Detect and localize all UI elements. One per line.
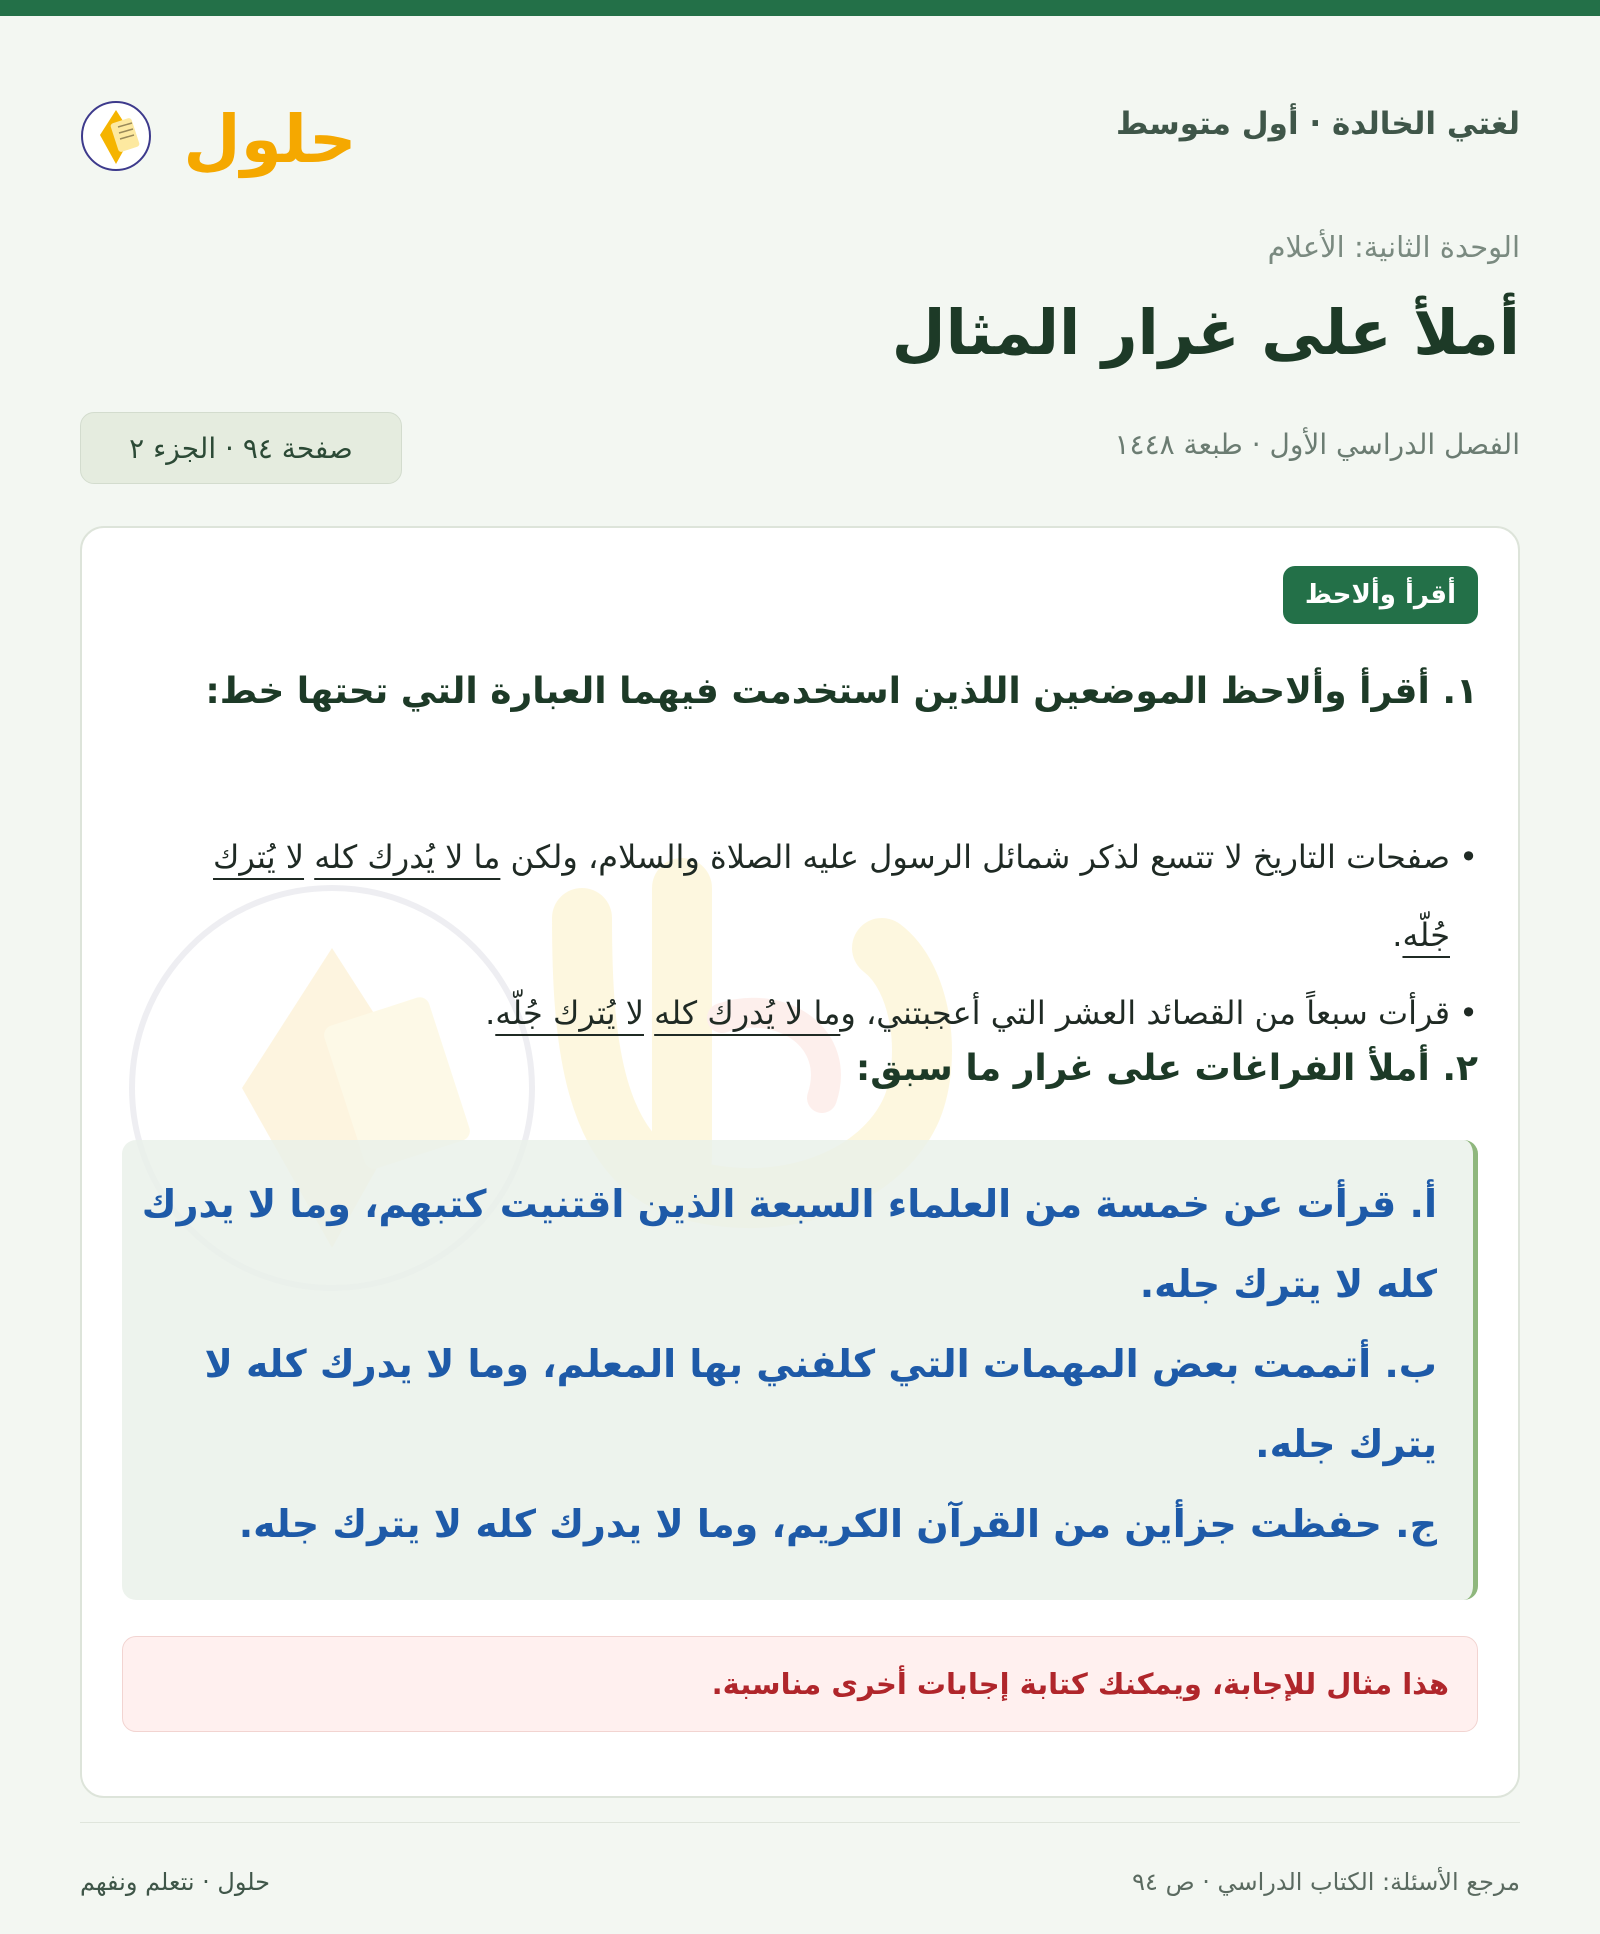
underlined-phrase: ما لا يُدرك كله	[654, 994, 841, 1032]
period: .	[1392, 916, 1403, 954]
page	[80, 16, 1520, 1934]
header	[80, 66, 1520, 186]
period: .	[485, 994, 496, 1032]
underlined-phrase: لا يُترك جُلّه	[495, 994, 644, 1032]
footer-divider	[80, 1822, 1520, 1823]
underlined-phrase: ما لا يُدرك كله	[314, 838, 501, 876]
space	[304, 838, 314, 876]
answer-a: أ. قرأت عن خمسة من العلماء السبعة الذين اقتنيت كتبهم، وما لا يدرك كله لا يترك جله.	[141, 1182, 1437, 1306]
page-title: أملأ على غرار المثال	[891, 296, 1520, 369]
book-title: لغتي الخالدة · أول متوسط	[1116, 106, 1520, 142]
example-2-text: قرأت سبعاً من القصائد العشر التي أعجبتني، و	[840, 994, 1450, 1032]
footer-reference: مرجع الأسئلة: الكتاب الدراسي · ص ٩٤	[1132, 1868, 1520, 1896]
top-accent-bar	[0, 0, 1600, 16]
term-info: الفصل الدراسي الأول · طبعة ١٤٤٨	[1114, 428, 1520, 461]
answer-b: ب. أتممت بعض المهمات التي كلفني بها المعلم، وما لا يدرك كله لا يترك جله.	[204, 1342, 1437, 1466]
space	[644, 994, 654, 1032]
example-list	[168, 818, 1478, 1052]
question-1: ١. أقرأ وألاحظ الموضعين اللذين استخدمت فيهما العبارة التي تحتها خط:	[205, 671, 1478, 712]
list-item	[168, 974, 1478, 1052]
answer-note: هذا مثال للإجابة، ويمكنك كتابة إجابات أخرى مناسبة.	[122, 1636, 1478, 1732]
unit-label: الوحدة الثانية: الأعلام	[1267, 230, 1520, 264]
section-tag: أقرأ وألاحظ	[1283, 566, 1478, 624]
answer-c: ج. حفظت جزأين من القرآن الكريم، وما لا يدرك كله لا يترك جله.	[238, 1502, 1437, 1546]
answer-list	[137, 1164, 1437, 1564]
list-item	[168, 818, 1478, 974]
logo-text: حلول	[183, 101, 357, 178]
underlined-phrase: لا يُترك جُلّه	[213, 838, 1450, 954]
answer-box	[122, 1140, 1478, 1600]
example-1-text: صفحات التاريخ لا تتسع لذكر شمائل الرسول عليه الصلاة والسلام، ولكن	[500, 838, 1450, 876]
question-2: ٢. أملأ الفراغات على غرار ما سبق:	[855, 1048, 1478, 1089]
exercise-card	[80, 526, 1520, 1798]
footer-brand[interactable]: حلول · نتعلم ونفهم	[80, 1868, 270, 1896]
page-badge: صفحة ٩٤ · الجزء ٢	[80, 412, 402, 484]
hulul-logo-icon[interactable]	[80, 80, 380, 190]
